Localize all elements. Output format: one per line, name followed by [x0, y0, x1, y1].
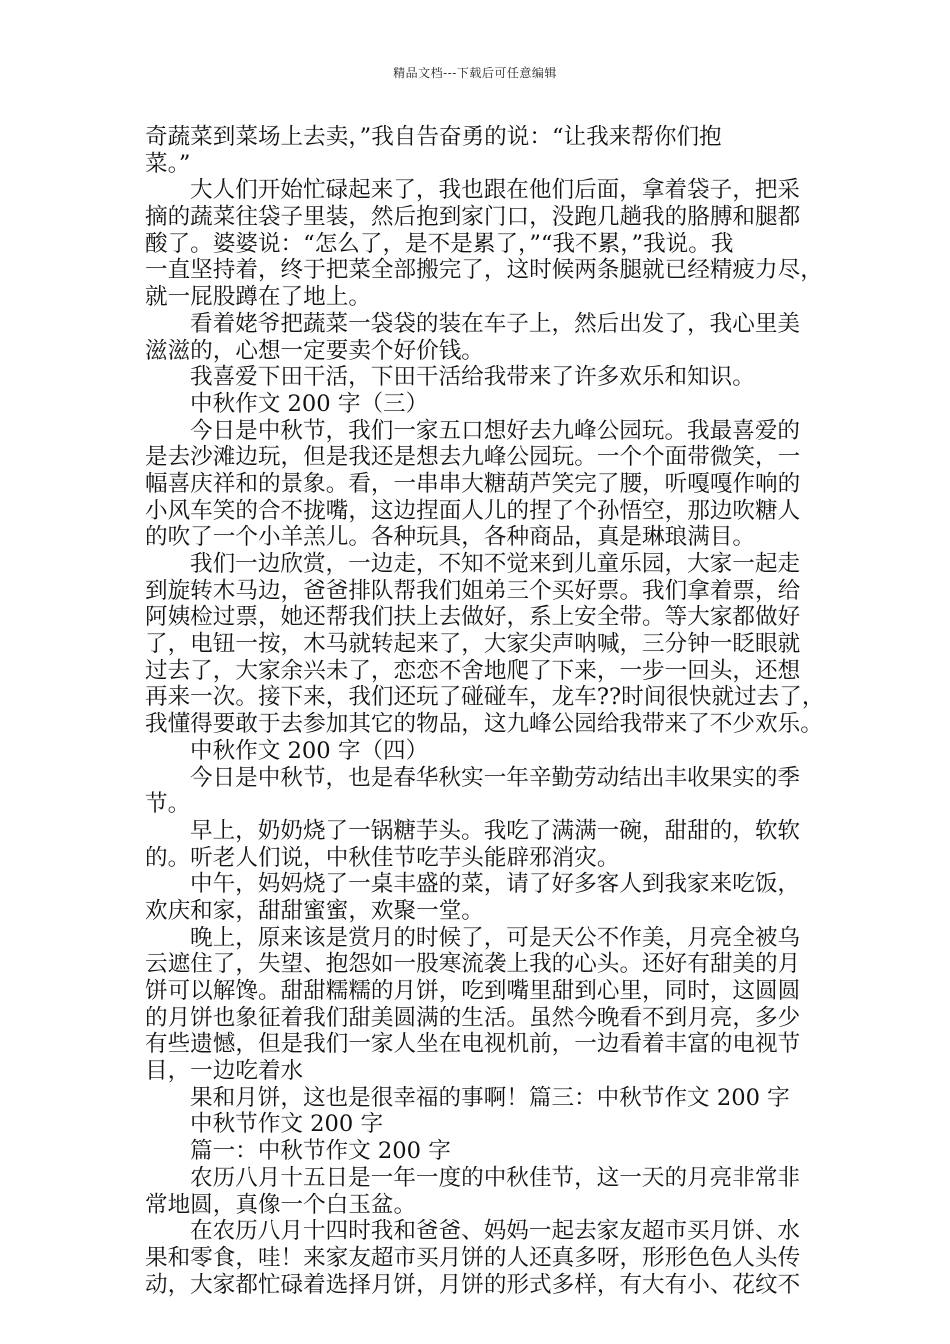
document-body [145, 124, 825, 1298]
text-line: 摘的蔬菜往袋子里装，然后抱到家门口，没跑几趟我的胳膊和腿都 [145, 204, 801, 231]
text-line: 有些遗憾，但是我们一家人坐在电视机前，一边看着丰富的电视节 [145, 1031, 801, 1058]
text-line: 我喜爱下田干活，下田干活给我带来了许多欢乐和知识。 [190, 364, 755, 391]
text-line: 的月饼也象征着我们甜美圆满的生活。虽然今晚看不到月亮，多少 [145, 1004, 801, 1031]
text-line: 晚上，原来该是赏月的时候了，可是天公不作美，月亮全被乌 [190, 924, 801, 951]
text-line: 我们一边欣赏，一边走，不知不觉来到儿童乐园，大家一起走 [190, 551, 801, 577]
text-line: 常地圆，真像一个白玉盆。 [145, 1191, 417, 1218]
page-header: 精品文档---下载后可任意编辑 [393, 66, 557, 80]
text-line: 在农历八月十四时我和爸爸、妈妈一起去家友超市买月饼、水 [190, 1218, 801, 1245]
text-line: 幅喜庆祥和的景象。看，一串串大糖葫芦笑完了腰，听嘎嘎作响的 [145, 470, 801, 497]
text-line: 了，电钮一按，木马就转起来了，大家尖声呐喊，三分钟一眨眼就 [145, 631, 801, 658]
text-line: 果和月饼，这也是很幸福的事啊！篇三：中秋节作文 200 字 [190, 1084, 790, 1111]
text-line: 欢庆和家，甜甜蜜蜜，欢聚一堂。 [145, 897, 484, 924]
text-line: 是去沙滩边玩，但是我还是想去九峰公园玩。一个个面带微笑，一 [145, 444, 801, 471]
text-line: 小风车笑的合不拢嘴，这边捏面人儿的捏了个孙悟空，那边吹糖人 [145, 497, 801, 524]
text-line: 就一屁股蹲在了地上。 [145, 284, 371, 311]
text-line: 动，大家都忙碌着选择月饼，月饼的形式多样，有大有小、花纹不 [145, 1271, 801, 1298]
text-line: 的。听老人们说，中秋佳节吃芋头能辟邪消灾。 [145, 844, 620, 871]
text-line: 云遮住了，失望、抱怨如一股寒流袭上我的心头。还好有甜美的月 [145, 951, 801, 978]
text-line: 早上，奶奶烧了一锅糖芋头。我吃了满满一碗，甜甜的，软软 [190, 817, 801, 844]
text-line: 过去了，大家余兴未了，恋恋不舍地爬了下来，一步一回头，还想 [145, 657, 801, 684]
text-line: 滋滋的，心想一定要卖个好价钱。 [145, 337, 484, 364]
text-line: 看着姥爷把蔬菜一袋袋的装在车子上，然后出发了，我心里美 [190, 310, 801, 337]
text-line: 今日是中秋节，我们一家五口想好去九峰公园玩。我最喜爱的 [190, 417, 801, 444]
text-line: 菜。” [145, 150, 191, 177]
text-line: 今日是中秋节，也是春华秋实一年辛勤劳动结出丰收果实的季 [190, 764, 801, 791]
text-line: 农历八月十五日是一年一度的中秋佳节，这一天的月亮非常非 [190, 1164, 801, 1191]
text-line: 中秋节作文 200 字 [190, 1111, 384, 1138]
text-line: 一直坚持着，终于把菜全部搬完了，这时候两条腿就已经精疲力尽， [145, 257, 823, 284]
text-line: 到旋转木马边，爸爸排队帮我们姐弟三个买好票。我们拿着票，给 [145, 577, 801, 604]
text-line: 饼可以解馋。甜甜糯糯的月饼，吃到嘴里甜到心里，同时，这圆圆 [145, 978, 801, 1004]
text-line: 奇蔬菜到菜场上去卖，”我自告奋勇的说：“让我来帮你们抱 [145, 124, 722, 150]
text-line: 果和零食，哇！来家友超市买月饼的人还真多呀，形形色色人头传 [145, 1244, 801, 1271]
text-line: 中秋作文 200 字（三） [190, 390, 429, 417]
text-line: 阿姨检过票，她还帮我们扶上去做好，系上安全带。等大家都做好 [145, 604, 801, 631]
text-line: 目，一边吃着水 [145, 1058, 304, 1085]
text-line: 中午，妈妈烧了一桌丰盛的菜，请了好多客人到我家来吃饭， [190, 871, 801, 898]
text-line: 我懂得要敢于去参加其它的物品，这九峰公园给我带来了不少欢乐。 [145, 711, 823, 738]
text-line: 篇一：中秋节作文 200 字 [190, 1138, 451, 1165]
text-line: 的吹了一个小羊羔儿。各种玩具，各种商品，真是琳琅满目。 [145, 524, 756, 551]
text-line: 节。 [145, 791, 191, 818]
text-line: 酸了。婆婆说：“怎么了，是不是累了，”“我不累，”我说。我 [145, 230, 734, 257]
text-line: 中秋作文 200 字（四） [190, 737, 429, 764]
text-line: 再来一次。接下来，我们还玩了碰碰车，龙车??时间很快就过去了， [145, 684, 825, 711]
text-line: 大人们开始忙碌起来了，我也跟在他们后面，拿着袋子，把采 [190, 177, 801, 204]
